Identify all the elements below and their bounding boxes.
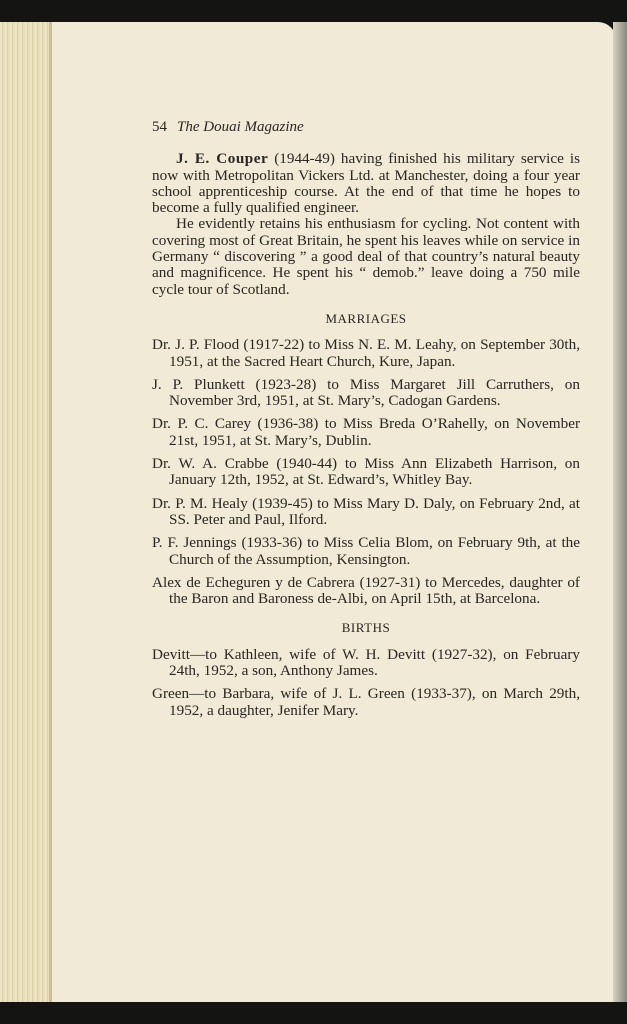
intro-para1-text: (1944-49) having finished his military service is now with Metropolitan Vickers Ltd. at Manchester, doing a four year school apprenticeship course. At the end of that time he hopes to become a fully qualified engineer. [152, 150, 580, 217]
marriage-entry: Alex de Echeguren y de Cabrera (1927-31) to Mercedes, daughter of the Baron and Baroness de-Albi, on April 15th, at Barcelona. [152, 573, 580, 608]
birth-entry: Devitt—to Kathleen, wife of W. H. Devitt (1927-32), on February 24th, 1952, a son, Anthony James. [152, 645, 580, 680]
intro-name: J. E. Couper [176, 150, 269, 168]
birth-entry: Green—to Barbara, wife of J. L. Green (1933-37), on March 29th, 1952, a daughter, Jenifer Mary. [152, 685, 580, 719]
intro-paragraph-2: He evidently retains his enthusiasm for cycling. Not content with covering most of Great Britain, he spent his leaves while on service in Germany “ discovering ” a good deal of that country’s natural beauty and magnificence. He spent his “ demob.” leave doing a 750 mile cycle tour of Scotland. [152, 215, 580, 298]
marriages-heading: MARRIAGES [325, 310, 407, 326]
page-number: 54 [152, 119, 167, 135]
marriage-entry: Dr. P. M. Healy (1939-45) to Miss Mary D. Daly, on February 2nd, at SS. Peter and Paul, Ilford. [152, 494, 580, 528]
marriages-list [152, 337, 580, 607]
marriage-entry: Dr. J. P. Flood (1917-22) to Miss N. E. M. Leahy, on September 30th, 1951, at the Sacred Heart Church, Kure, Japan. [152, 336, 580, 370]
running-head [152, 119, 580, 135]
births-heading: BIRTHS [341, 620, 391, 636]
page-edges [0, 22, 50, 1002]
facing-page-edge [613, 22, 627, 1002]
page-content [152, 119, 580, 726]
magazine-title: The Douai Magazine [177, 119, 304, 135]
births-list [152, 647, 580, 719]
marriage-entry: J. P. Plunkett (1923-28) to Miss Margaret Jill Carruthers, on November 3rd, 1951, at St. Mary’s, Cadogan Gardens. [152, 375, 580, 410]
marriage-entry: Dr. W. A. Crabbe (1940-44) to Miss Ann Elizabeth Harrison, on January 12th, 1952, at St. Edward’s, Whitley Bay. [152, 455, 580, 489]
marriage-entry: P. F. Jennings (1933-36) to Miss Celia Blom, on February 9th, at the Church of the Assumption, Kensington. [152, 534, 580, 568]
marriage-entry: Dr. P. C. Carey (1936-38) to Miss Breda O’Rahelly, on November 21st, 1951, at St. Mary’s, Dublin. [152, 415, 580, 449]
intro-paragraph-1 [152, 151, 580, 216]
